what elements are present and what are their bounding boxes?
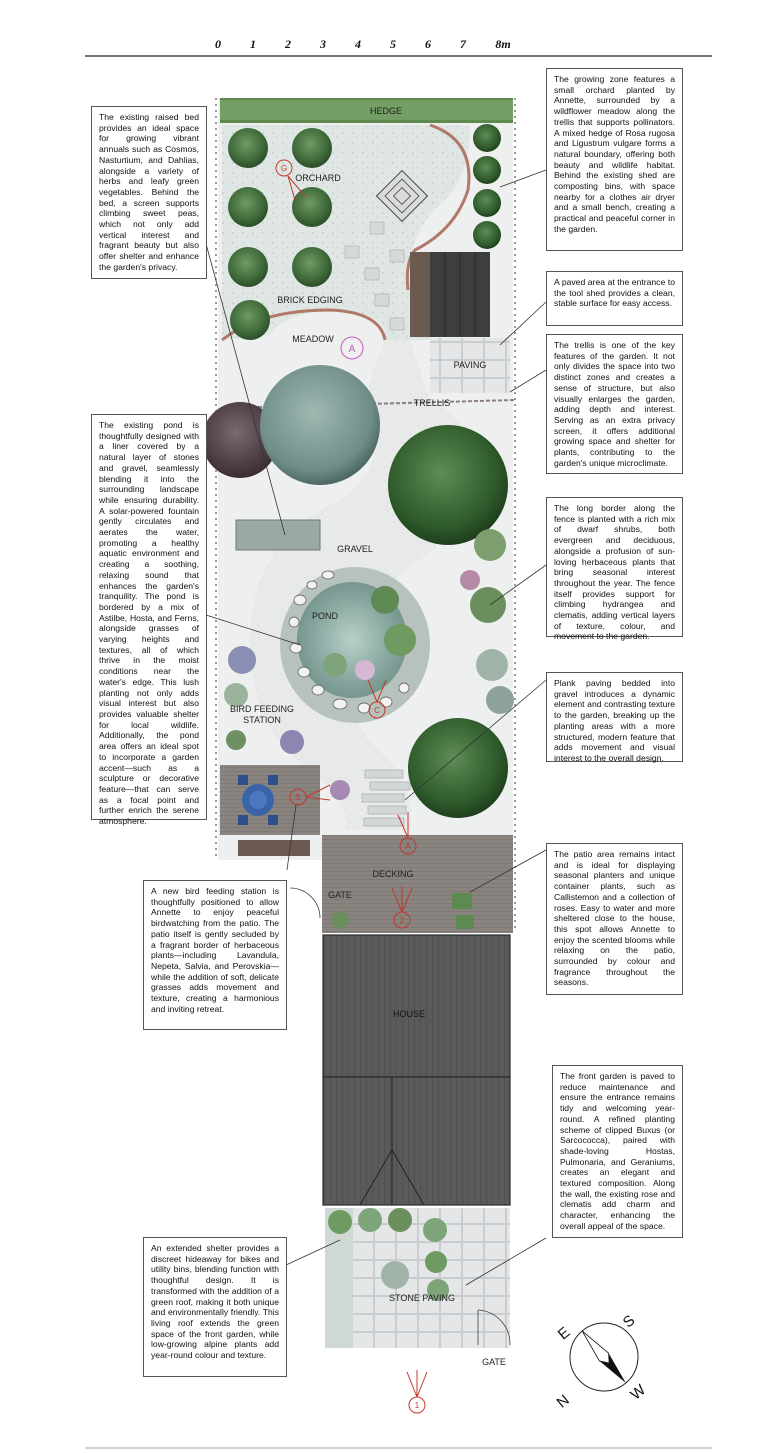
bench	[238, 840, 310, 856]
marker-c-label: C	[374, 706, 380, 715]
label-bird-feeding-1: BIRD FEEDING	[229, 704, 295, 714]
scale-tick-0: 0	[215, 37, 221, 51]
back-garden	[202, 98, 515, 933]
label-bird-feeding-2: STATION	[243, 715, 281, 725]
note-trellis: The trellis is one of the key features of the garden. It not only divides the space into two distinct zones and creates a sense of structure, but also visually enlarges the garden, adding depth and interest. Serving as an extra privacy screen, it offers additional growing space and shelter for plants, contributing to the garden's unique microclimate.	[546, 334, 683, 474]
side-gate-swing	[290, 888, 320, 918]
raised-bed	[236, 520, 320, 550]
label-gravel: GRAVEL	[337, 544, 373, 554]
big-tree-right	[388, 425, 508, 545]
note-plank: Plank paving bedded into gravel introduces a dynamic element and contrasting texture to the garden, breaking up the planting areas with a more structured, modern feature that adds movement and visual interest to the overall design.	[546, 672, 683, 762]
label-pond: POND	[311, 611, 339, 621]
compass-e: E	[554, 1323, 574, 1344]
note-border: The long border along the fence is planted with a rich mix of dwarf shrubs, both evergreen and deciduous, alongside a profusion of sun-loving herbaceous plants that bring seasonal interest throughout the year. The fence itself provides support for climbing hydrangea and clematis, adding vertical layers of texture, colour, and movement to the garden.	[546, 497, 683, 637]
scale-tick-3: 3	[320, 37, 326, 51]
scale-tick-7: 7	[460, 37, 466, 51]
scale-tick-4: 4	[355, 37, 361, 51]
house	[323, 935, 510, 1205]
marker-1-label: 1	[414, 1401, 420, 1410]
marker-s-label: S	[295, 793, 301, 802]
note-bird-station: A new bird feeding station is thoughtfully positioned to allow Annette to enjoy peaceful birdwatching from the patio. The patio itself is gently secluded by a fragrant border of herbaceous plants—including Lavandula, Nepeta, Salvia, and Perovskia—while the addition of soft, delicate grasses adds movement and texture, creating a harmonious and inviting retreat.	[143, 880, 287, 1030]
marker-2-label: 2	[399, 916, 405, 925]
note-raised-bed: The existing raised bed provides an ideal space for growing vibrant annuals such as Cosmos, Nasturtium, and Dahlias, alongside a variety of herbs and leafy green vegetables. Behind the bed, a screen supports climbing sweet peas, which not only add vertical interest and fragrant beauty but also offer shelter and enhance the garden's privacy.	[91, 106, 207, 279]
scale-tick-6: 6	[425, 37, 431, 51]
marker-a-meadow-label: A	[348, 344, 356, 355]
planter	[452, 893, 472, 909]
scale-tick-1: 1	[250, 37, 256, 51]
note-pond: The existing pond is thoughtfully designed with a liner covered by a natural layer of stones and gravel, seamlessly blending it into the surrounding landscape while ensuring durability. A solar-powered fountain gently circulates and aerates the water, promoting a healthy aquatic environment and creating a soothing, relaxing sound that enhances the garden's tranquility. The pond is bordered by a mix of Astilbe, Hosta, and Ferns, alongside grasses of varying heights and textures, all of which thrive in the moist conditions near the water's edge. This lush planting not only adds visual interest but also provides valuable shelter for local wildlife. Additionally, the pond area offers an ideal spot to incorporate a garden accent—such as a sculpture or decorative feature—that can serve as a focal point and further enrich the serene atmosphere.	[91, 414, 207, 820]
label-gate-side: GATE	[328, 890, 352, 900]
big-tree-left	[260, 365, 380, 485]
marker-a-label: A	[405, 842, 411, 851]
note-shelter: An extended shelter provides a discreet hideaway for bikes and utility bins, blending function with thoughtful design. It is transformed with the addition of a green roof, making it both unique and environmentally friendly. This living roof extends the green space of the front garden, while low-growing alpine plants add year-round colour and texture.	[143, 1237, 287, 1377]
label-orchard: ORCHARD	[295, 173, 341, 183]
label-gate-front: GATE	[482, 1357, 506, 1367]
note-paved-area: A paved area at the entrance to the tool shed provides a clean, stable surface for easy access.	[546, 271, 683, 326]
big-tree-lower	[408, 718, 508, 818]
note-front-garden: The front garden is paved to reduce maintenance and ensure the entrance remains tidy and welcoming year-round. A refined planting scheme of clipped Buxus (or Sarcococca), paired with shade-loving Hostas, Pulmonaria, and Geraniums, creates an elegant and textured composition. Along the wall, the existing rose and clematis add charm and character, enhancing the overall appeal of the space.	[552, 1065, 683, 1238]
label-hedge: HEDGE	[369, 106, 403, 116]
label-meadow: MEADOW	[292, 334, 334, 344]
planter-2	[456, 915, 474, 929]
label-house: HOUSE	[392, 1009, 426, 1019]
compass-n: N	[553, 1391, 573, 1412]
label-brick-edging: BRICK EDGING	[277, 295, 343, 305]
note-growing-zone: The growing zone features a small orchard planted by Annette, surrounded by a wildflower meadow along the trellis that supports pollinators. A mixed hedge of Rosa rugosa and Ligustrum vulgare forms a natural boundary, offering both beauty and wildlife habitat. Behind the existing shed are composting bins, with space nearby for a clothes air dryer and a small bench, creating a practical and peaceful corner in the garden.	[546, 68, 683, 251]
marker-g-label: G	[280, 164, 288, 173]
label-decking: DECKING	[372, 869, 414, 879]
front-garden	[325, 1208, 510, 1367]
compass-s: S	[619, 1311, 639, 1332]
label-stone-paving: STONE PAVING	[388, 1293, 456, 1303]
scale-tick-8: 8m	[495, 37, 511, 51]
label-paving: PAVING	[453, 360, 487, 370]
scale-tick-5: 5	[390, 37, 396, 51]
scale-bar	[85, 37, 712, 56]
compass-w: W	[627, 1381, 649, 1404]
shed	[410, 252, 490, 337]
label-trellis: TRELLIS	[413, 398, 451, 408]
scale-tick-2: 2	[285, 37, 291, 51]
note-patio: The patio area remains intact and is ideal for displaying seasonal planters and unique container plants, such as Callistemon and a collection of roses. Easy to water and more sheltered close to the house, this spot allows Annette to enjoy the scented blooms while relaxing on the patio, surrounded by colour and fragrance throughout the seasons.	[546, 843, 683, 995]
